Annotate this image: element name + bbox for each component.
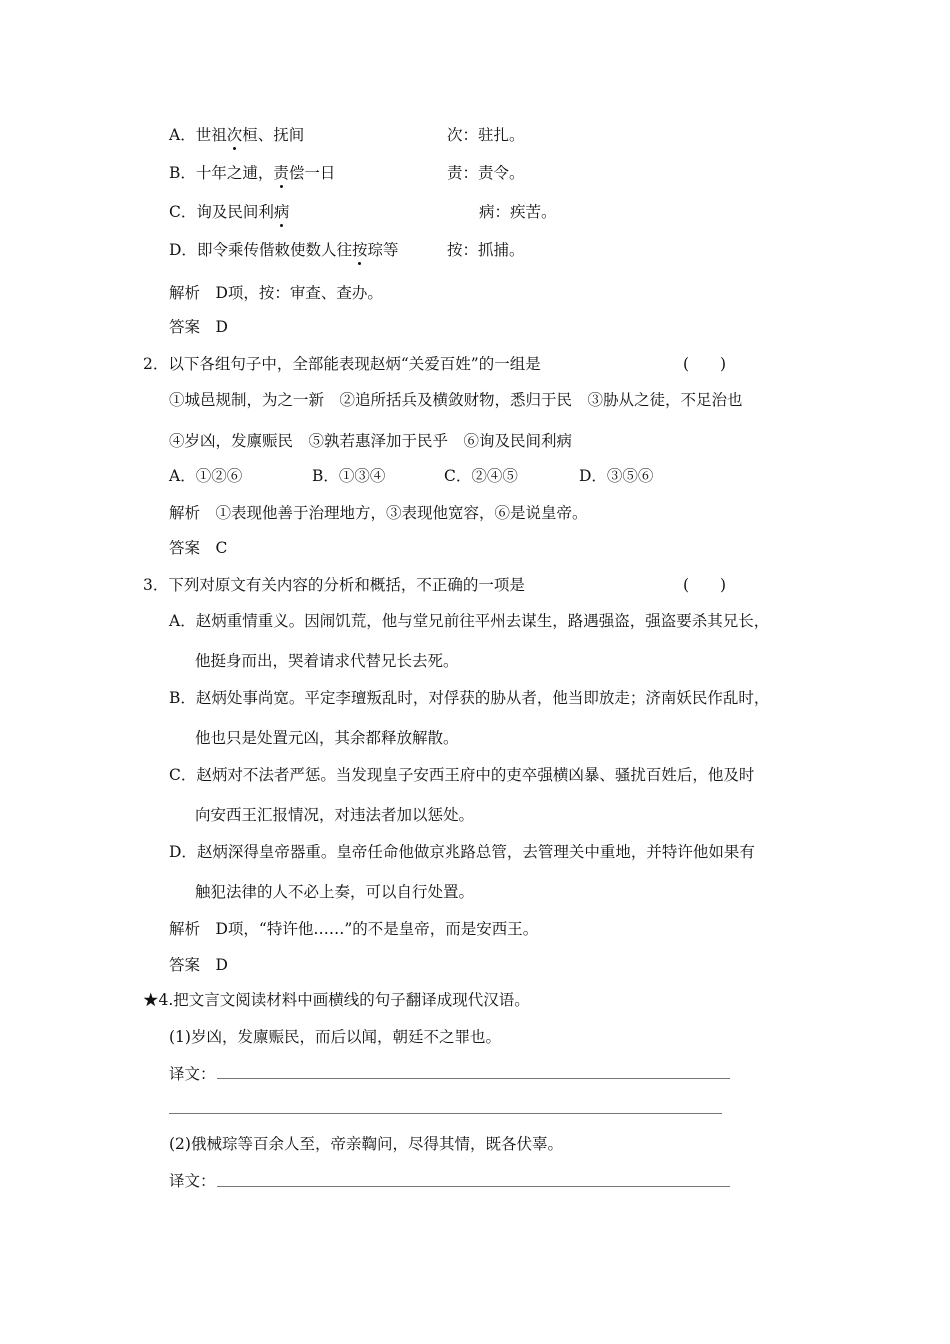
translation-answer-line[interactable] — [169, 1113, 722, 1114]
emphasis-mark: 责 — [273, 164, 289, 182]
q3-answer: 答案 D — [169, 956, 228, 974]
q3-answer-paren: ( ) — [683, 576, 727, 594]
q1-gloss-a: 次：驻扎。 — [447, 126, 525, 144]
emphasis-mark: 按 — [351, 241, 368, 259]
q2-answer: 答案 C — [169, 539, 228, 557]
q2-choice-b: B．①③④ — [312, 467, 386, 485]
q2-sentences-line1: ①城邑规制，为之一新 ②追所括兵及横敛财物，悉归于民 ③胁从之徒，不足治也 — [169, 391, 743, 409]
q1-answer: 答案 D — [169, 318, 228, 336]
q2-choice-a: A．①②⑥ — [169, 467, 243, 485]
q1-option-b: B．十年之逋，责偿一日 — [169, 164, 336, 182]
q3-option-d-line1: D．赵炳深得皇帝器重。皇帝任命他做京兆路总管，去管理关中重地，并特许他如果有 — [169, 843, 755, 861]
translation-answer-line[interactable] — [217, 1186, 730, 1187]
q4-sentence-1: (1)岁凶，发廪赈民，而后以闻，朝廷不之罪也。 — [169, 1028, 501, 1046]
q3-stem: 3．下列对原文有关内容的分析和概括，不正确的一项是 — [143, 576, 525, 594]
q3-option-c-line1: C．赵炳对不法者严惩。当发现皇子安西王府中的吏卒强横凶暴、骚扰百姓后，他及时 — [169, 766, 755, 784]
q3-option-b-line2: 他也只是处置元凶，其余都释放解散。 — [195, 729, 459, 747]
q1-gloss-d: 按：抓捕。 — [447, 241, 525, 259]
q1-analysis: 解析 D项，按：审查、查办。 — [169, 284, 383, 302]
q3-option-d-line2: 触犯法律的人不必上奏，可以自行处置。 — [195, 883, 475, 901]
q3-option-a-line1: A．赵炳重情重义。因闹饥荒，他与堂兄前往平州去谋生，路遇强盗，强盗要杀其兄长， — [169, 612, 770, 630]
translation-answer-line[interactable] — [217, 1078, 730, 1079]
q1-gloss-c: 病：疾苦。 — [479, 203, 557, 221]
q1-option-a: A．世祖次桓、抚间 — [169, 126, 305, 144]
q3-option-c-line2: 向安西王汇报情况，对违法者加以惩处。 — [195, 806, 475, 824]
q2-choice-d: D．③⑤⑥ — [579, 467, 654, 485]
q3-option-a-line2: 他挺身而出，哭着请求代替兄长去死。 — [195, 652, 459, 670]
q2-sentences-line2: ④岁凶，发廪赈民 ⑤孰若惠泽加于民乎 ⑥询及民间利病 — [169, 432, 573, 450]
q1-option-c: C．询及民间利病 — [169, 203, 290, 221]
q1-option-d: D．即令乘传偕敕使数人往按琮等 — [169, 241, 399, 259]
q4-translation-label-2: 译文： — [169, 1172, 216, 1190]
q1-gloss-b: 责：责令。 — [447, 164, 525, 182]
q2-analysis: 解析 ①表现他善于治理地方，③表现他宽容，⑥是说皇帝。 — [169, 504, 588, 522]
q3-option-b-line1: B．赵炳处事尚宽。平定李璮叛乱时，对俘获的胁从者，他当即放走；济南妖民作乱时， — [169, 689, 770, 707]
emphasis-mark: 病 — [273, 203, 290, 221]
q4-stem: ★4.把文言文阅读材料中画横线的句子翻译成现代汉语。 — [143, 991, 530, 1009]
q2-stem: 2．以下各组句子中，全部能表现赵炳“关爱百姓”的一组是 — [143, 355, 541, 373]
emphasis-mark: 次 — [226, 126, 243, 144]
q4-sentence-2: (2)俄械琮等百余人至，帝亲鞫问，尽得其情，既各伏辜。 — [169, 1135, 563, 1153]
q4-translation-label-1: 译文： — [169, 1065, 216, 1083]
q3-analysis: 解析 D项，“特许他……”的不是皇帝，而是安西王。 — [169, 920, 539, 938]
q2-choice-c: C．②④⑤ — [444, 467, 518, 485]
q2-answer-paren: ( ) — [683, 355, 727, 373]
